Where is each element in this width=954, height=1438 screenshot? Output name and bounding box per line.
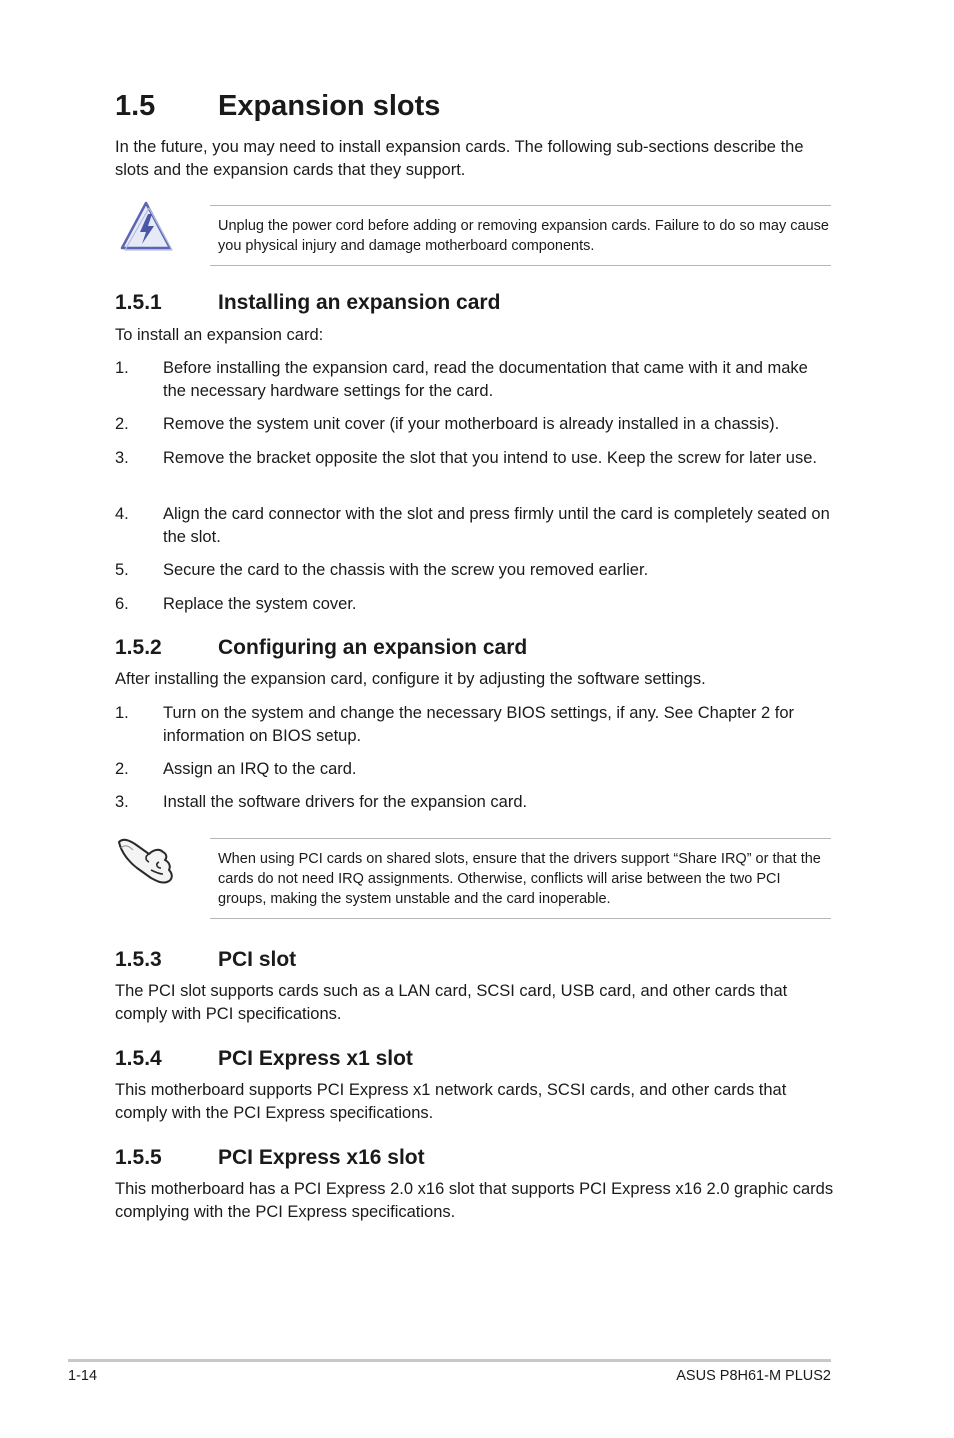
footer-page-number: 1-14	[68, 1368, 98, 1384]
section-number: 1.5.5	[115, 1146, 162, 1169]
list-item	[115, 413, 835, 436]
section-body: The PCI slot supports cards such as a LAN card, SCSI card, USB card, and other cards that comply with PCI specifications.	[115, 982, 788, 1023]
list-number: 2.	[115, 415, 129, 433]
note-text: When using PCI cards on shared slots, ensure that the drivers support “Share IRQ” or that the cards do not need IRQ assignments. Otherwise, conflicts will arise between the two PCI groups, making the system unstable and the card inoperable.	[218, 851, 821, 907]
section-heading-1-5-5	[115, 1144, 425, 1172]
footer-product-name: ASUS P8H61-M PLUS2	[676, 1368, 831, 1384]
list-item	[115, 702, 835, 748]
section-title: Configuring an expansion card	[218, 636, 528, 659]
list-text: Turn on the system and change the necessary BIOS settings, if any. See Chapter 2 for information on BIOS setup.	[163, 704, 795, 745]
list-item	[115, 791, 835, 814]
note-callout	[210, 838, 831, 919]
list-item	[115, 593, 835, 616]
list-item	[115, 357, 835, 403]
warning-callout	[210, 205, 831, 266]
section-lead: To install an expansion card:	[115, 326, 324, 344]
list-text: Remove the bracket opposite the slot that you intend to use. Keep the screw for later use.	[163, 449, 817, 467]
section-heading-1-5-1	[115, 289, 500, 317]
list-item	[115, 758, 835, 781]
section-title: Expansion slots	[218, 90, 441, 122]
list-number: 5.	[115, 561, 129, 579]
warning-text: Unplug the power cord before adding or removing expansion cards. Failure to do so may cause you physical injury and damage motherboard components.	[218, 218, 829, 254]
list-number: 4.	[115, 505, 129, 523]
section-title: PCI Express x16 slot	[218, 1146, 425, 1169]
section-title: PCI Express x1 slot	[218, 1047, 413, 1070]
list-number: 6.	[115, 595, 129, 613]
page-title	[115, 88, 440, 124]
section-body: This motherboard has a PCI Express 2.0 x16 slot that supports PCI Express x16 2.0 graphic cards complying with the PCI Express specifications.	[115, 1180, 834, 1221]
section-number: 1.5.3	[115, 948, 162, 971]
list-item	[115, 559, 835, 582]
section-heading-1-5-4	[115, 1045, 413, 1073]
section-heading-1-5-2	[115, 634, 527, 662]
list-number: 3.	[115, 793, 129, 811]
list-text: Replace the system cover.	[163, 595, 357, 613]
list-number: 2.	[115, 760, 129, 778]
footer-divider	[68, 1359, 831, 1362]
list-text: Secure the card to the chassis with the screw you removed earlier.	[163, 561, 649, 579]
list-item	[115, 503, 835, 549]
list-number: 1.	[115, 359, 129, 377]
intro-paragraph: In the future, you may need to install expansion cards. The following sub-sections describe the slots and the expansion cards that they support.	[115, 138, 804, 179]
list-text: Install the software drivers for the expansion card.	[163, 793, 528, 811]
list-text: Assign an IRQ to the card.	[163, 760, 357, 778]
section-heading-1-5-3	[115, 946, 296, 974]
warning-lightning-icon	[118, 198, 178, 258]
section-lead: After installing the expansion card, configure it by adjusting the software settings.	[115, 670, 706, 688]
section-number: 1.5.4	[115, 1047, 162, 1070]
section-body: This motherboard supports PCI Express x1 network cards, SCSI cards, and other cards that comply with the PCI Express specifications.	[115, 1081, 787, 1122]
list-number: 1.	[115, 704, 129, 722]
section-title: Installing an expansion card	[218, 291, 501, 314]
list-text: Align the card connector with the slot and press firmly until the card is completely seated on the slot.	[163, 505, 830, 546]
list-text: Remove the system unit cover (if your motherboard is already installed in a chassis).	[163, 415, 780, 433]
list-text: Before installing the expansion card, read the documentation that came with it and make the necessary hardware settings for the card.	[163, 359, 808, 400]
section-number: 1.5.1	[115, 291, 162, 314]
list-number: 3.	[115, 449, 129, 467]
section-title: PCI slot	[218, 948, 297, 971]
list-item	[115, 447, 835, 470]
section-number: 1.5	[115, 90, 156, 122]
section-number: 1.5.2	[115, 636, 162, 659]
pointing-hand-note-icon	[115, 834, 179, 888]
